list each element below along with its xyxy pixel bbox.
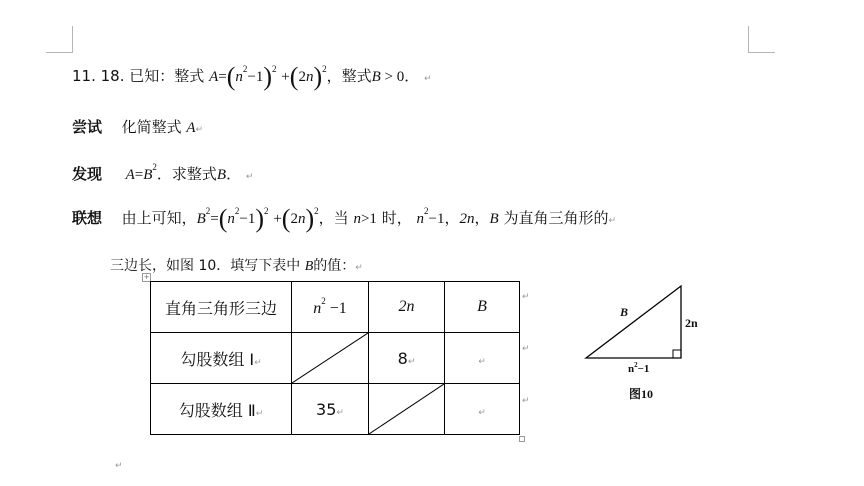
- plus-sign: +: [281, 69, 290, 85]
- discover-eq: =: [134, 167, 144, 183]
- cell-mark: ↵: [254, 357, 262, 368]
- paren-right: ): [255, 204, 265, 233]
- associate-minus-one-2: −1: [428, 211, 445, 227]
- cond-text: > 0．: [380, 69, 420, 85]
- associate-exp: 2: [205, 206, 211, 216]
- paren-right: ): [263, 62, 273, 91]
- crop-mark-top-left-vertical: [72, 26, 73, 52]
- empty-cell[interactable]: [445, 384, 520, 435]
- paren-right-2: ): [313, 62, 323, 91]
- problem-number: 11. 18.: [72, 67, 125, 85]
- diagonal-line: [292, 333, 368, 383]
- associate-exp-outer: 2: [264, 206, 269, 216]
- associate-line-2: [110, 255, 363, 275]
- problem-mid: ，整式: [326, 67, 372, 85]
- paren-right-2: ): [305, 204, 315, 233]
- cell-mark: ↵: [478, 407, 486, 418]
- table-header-row: [151, 282, 520, 333]
- paragraph-mark: ↵: [195, 125, 204, 135]
- cell-mark: ↵: [478, 356, 486, 367]
- figure-bottom-n: n: [628, 363, 635, 375]
- discover-label: 发现: [72, 165, 103, 183]
- discover-exp: 2: [152, 162, 157, 172]
- value-cell[interactable]: [369, 333, 445, 384]
- row-label-cell: [151, 333, 292, 384]
- paragraph-mark: ↵: [424, 74, 432, 84]
- cell-mark: ↵: [255, 408, 264, 419]
- associate-sep-2: ，: [474, 209, 490, 227]
- associate-cond-n: n: [353, 211, 361, 227]
- row-end-mark: ↵: [522, 396, 530, 406]
- table-row: [151, 384, 520, 435]
- associate-label: 联想: [72, 209, 103, 227]
- associate-B: B: [196, 211, 206, 227]
- associate-minus-one: −1: [239, 211, 256, 227]
- empty-cell[interactable]: [445, 333, 520, 384]
- try-var: A: [186, 120, 196, 136]
- right-triangle: [586, 286, 681, 358]
- header-cell-sides: [151, 282, 292, 333]
- problem-statement: [72, 64, 432, 90]
- header-2n-label: 2n: [398, 298, 415, 315]
- associate-text3: 时，: [381, 209, 412, 227]
- header-cell-B: [445, 282, 520, 333]
- cell-value: 35: [316, 399, 337, 419]
- associate-n-3: n: [416, 211, 424, 227]
- associate-cond: >1: [360, 211, 377, 227]
- value-cell[interactable]: [292, 384, 369, 435]
- figure-bottom-tail: −1: [637, 363, 650, 375]
- exponent-outer-2: 2: [322, 64, 327, 74]
- row-end-mark: ↵: [522, 292, 530, 302]
- row-end-mark: ↵: [522, 344, 530, 354]
- eq-sign: =: [218, 69, 227, 85]
- paragraph-mark: ↵: [608, 216, 616, 226]
- diagonal-line: [369, 384, 444, 434]
- crop-mark-top-right-vertical: [748, 26, 749, 52]
- crop-mark-top-left-horizontal: [46, 52, 73, 53]
- figure-label-B: B: [620, 305, 629, 319]
- associate-line: [72, 206, 616, 232]
- try-line: [72, 116, 203, 137]
- discover-end: ．: [226, 165, 242, 183]
- table-row: [151, 333, 520, 384]
- associate-line2-end: 的值：: [313, 258, 356, 274]
- cell-mark: ↵: [336, 407, 344, 418]
- coef-two: 2: [298, 69, 306, 85]
- discover-rhs: B: [143, 167, 153, 183]
- header-tail: −1: [325, 300, 347, 317]
- table-resize-handle[interactable]: [519, 436, 525, 442]
- associate-sep: ，: [444, 209, 460, 227]
- associate-exp-outer-2: 2: [314, 206, 319, 216]
- associate-exp-n: 2: [234, 206, 240, 216]
- paren-left: (: [226, 62, 236, 91]
- var-B: B: [371, 69, 381, 85]
- discover-line: [72, 162, 253, 184]
- exponent: 2: [242, 64, 248, 74]
- figure-label-2n: 2n: [685, 316, 698, 330]
- problem-intro: 已知：整式: [129, 67, 205, 85]
- cell-value: 8: [397, 348, 408, 368]
- diagonal-cell[interactable]: [369, 384, 445, 435]
- discover-var: B: [216, 167, 227, 183]
- diagonal-cell[interactable]: [292, 333, 369, 384]
- associate-line2-var: B: [304, 259, 314, 274]
- header-B-label: B: [477, 298, 487, 315]
- paragraph-mark: ↵: [355, 263, 363, 273]
- associate-n-2: n: [297, 211, 306, 227]
- header-exp: 2: [321, 296, 326, 306]
- cell-mark: ↵: [407, 356, 416, 367]
- associate-B2: B: [489, 211, 499, 227]
- associate-two: 2: [290, 211, 298, 227]
- right-angle-marker: [673, 350, 681, 358]
- crop-mark-top-right-horizontal: [748, 52, 775, 53]
- try-label: 尝试: [72, 118, 103, 136]
- paren-left-2: (: [289, 62, 299, 91]
- figure-label-bottom: [628, 361, 649, 375]
- header-cell-n2-minus-1: [292, 282, 369, 333]
- associate-n: n: [227, 211, 235, 227]
- associate-text2: ，当: [318, 209, 349, 227]
- paren-left-2: (: [281, 204, 291, 233]
- associate-text4: 为直角三角形的: [503, 209, 609, 227]
- row-label-cell: [151, 384, 292, 435]
- try-text: 化简整式: [121, 118, 182, 136]
- var-n-2: n: [305, 69, 314, 85]
- discover-lhs: A: [125, 167, 135, 183]
- row-label: 勾股数组 Ⅰ: [180, 349, 255, 369]
- associate-plus: +: [273, 211, 282, 227]
- row-label: 勾股数组 Ⅱ: [178, 400, 256, 420]
- table-move-handle[interactable]: +: [143, 273, 150, 281]
- associate-two-n: 2n: [459, 211, 475, 227]
- associate-line2-text: 三边长，如图 10．填写下表中: [110, 258, 301, 274]
- header-sides-label: 直角三角形三边: [164, 298, 277, 318]
- paragraph-mark: ↵: [115, 461, 123, 471]
- var-n: n: [235, 69, 243, 85]
- header-n: n: [313, 300, 322, 317]
- figure-caption: 图10: [629, 387, 654, 401]
- associate-text1: 由上可知，: [121, 209, 197, 227]
- var-A: A: [209, 69, 219, 85]
- paren-left: (: [218, 204, 228, 233]
- associate-eq: =: [210, 211, 219, 227]
- header-cell-2n: [369, 282, 445, 333]
- discover-tail: ．求整式: [156, 165, 217, 183]
- figure-bottom-exp: 2: [634, 361, 638, 369]
- associate-exp-3: 2: [423, 206, 429, 216]
- exponent-outer: 2: [272, 64, 277, 74]
- pythagorean-table: [150, 281, 520, 435]
- minus-one: −1: [247, 69, 264, 85]
- paragraph-mark: ↵: [245, 172, 254, 182]
